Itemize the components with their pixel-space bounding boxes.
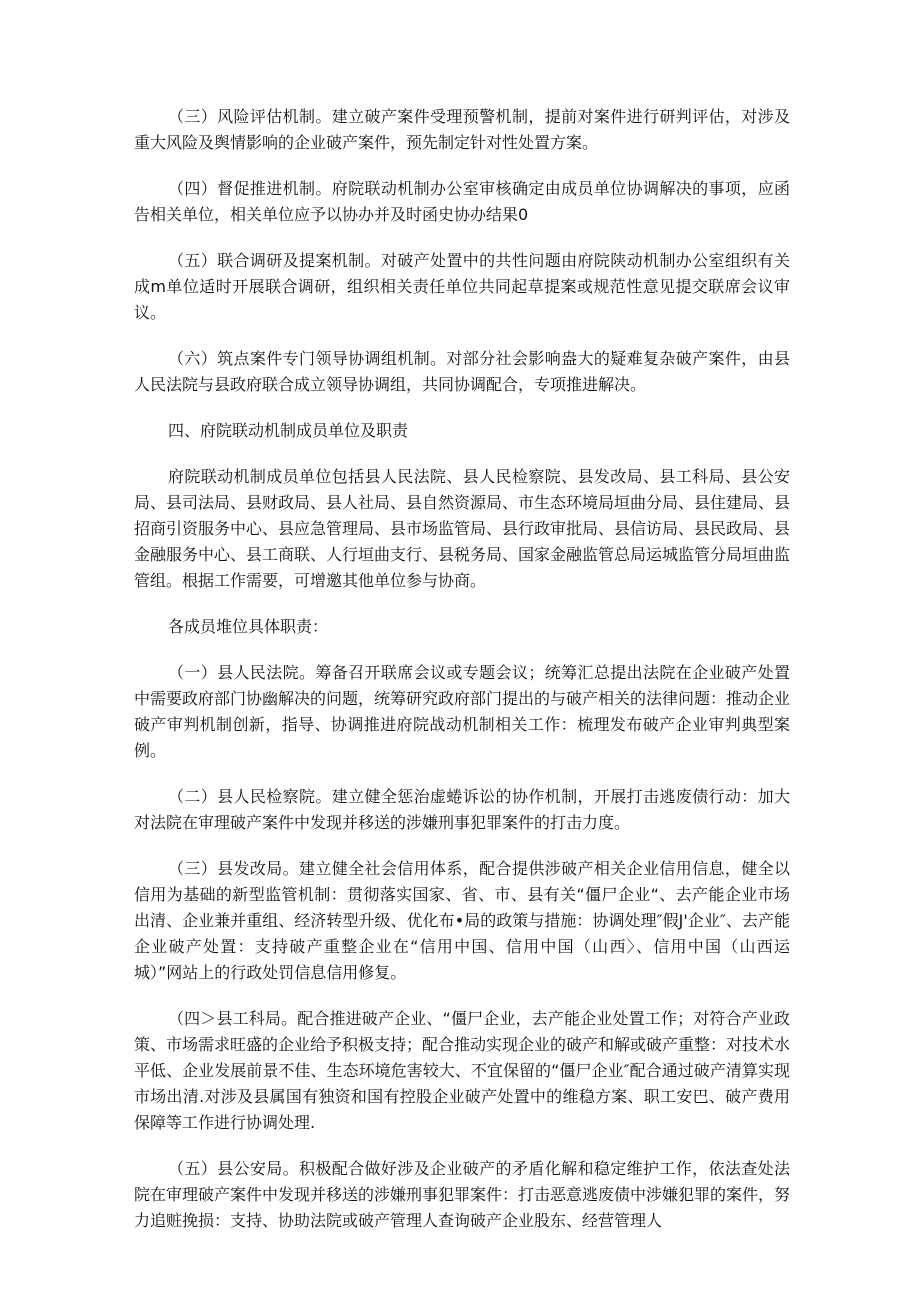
paragraph-risk-assessment: （三）风险评估机制。建立破产案件受理预警机制，提前对案件进行研判评估，对涉及重大风险及舆情影响的企业破产案件，预先制定针对性处置方案。 [134, 107, 790, 152]
paragraph-development-reform: （三）县发改局。建立健全社会信用体系，配合提供涉破产相关企业信用信息，健全以信用为基础的新型监管机制：贯彻落实国家、省、市、县有关“僵尸企业“、去产能企业市场出清、企业兼并重组、经济转型升级、优化布•局的政策与措施：协调处理″假J'企业″、去产能企业破产处置：支持破产重整企业在“信用中国、信用中国（山西〉、信用中国（山西运城）”网站上的行政处罚信息信用修复。 [134, 859, 790, 982]
document-body [134, 104, 790, 1254]
paragraph-key-case-group: （六）筑点案件专门领导协调组机制。对部分社会影响盎大的疑难复杂破产案件，由县人民法院与县政府联合成立领导协调组，共同协调配合，专项推进解决。 [134, 349, 790, 394]
paragraph-member-units: 府院联动机制成员单位包括县人民法院、县人民检察院、县发改局、县工科局、县公安局、县司法局、县财政局、县人社局、县自然资源局、市生态环境局垣曲分局、县住建局、县招商引资服务中心、县应急管理局、县市场监管局、县行政审批局、县信访局、县民政局、县金融服务中心、县工商联、人行垣曲支行、县税务局、国家金融监管总局运城监管分局垣曲监管组。根据工作需要，可增邀其他单位参与协商。 [134, 467, 791, 590]
paragraph-duties-intro: 各成员堆位具体职责： [168, 617, 329, 636]
paragraph-industry-tech: （四＞县工科局。配合推进破产企业、“僵尸企业，去产能企业处置工作；对符合产业政策、市场需求旺盛的企业给予积极支持；配合推动实现企业的破产和解或破产重整：对技术水平低、企业发展前景不佳、生态环境危害较大、不宜保留的“僵尸企业″配合通过破产清算实现市场出清.对涉及县属国有独资和国有控股企业破产处置中的维稳方案、职工安巴、破产费用保障等工作进行协调处理. [134, 1009, 791, 1132]
paragraph-joint-research: （五）联合调研及提案机制。对破产处置中的共性问题由府院陕动机制办公室组织有关成m单位适时开展联合调研，组织相关责任单位共同起草提案或规范性意见提交联席会议审议。 [134, 251, 790, 322]
paragraph-public-security: （五）县公安局。积极配合做好涉及企业破产的矛盾化解和稳定维护工作，依法查处法院在审理破产案件中发现并移送的涉嫌刑事犯罪案件：打击恶意逃废债中涉嫌犯罪的案件，努力追赃挽损：支持、协助法院或破产管理人查询破产企业股东、经营管理人 [134, 1159, 791, 1230]
paragraph-supervision: （四）督促推进机制。府院联动机制办公室审核确定由成员单位协调解决的事项，应函告相关单位，相关单位应予以协办并及时函史协办结果0 [134, 179, 790, 224]
paragraph-court: （一）县人民法院。筹备召开联席会议或专题会议；统筹汇总提出法院在企业破产处置中需要政府部门协幽解决的问题，统筹研究政府部门提出的与破产相关的法律问题：推动企业破产审判机制创新，指导、协调推进府院战动机制相关工作：梳理发布破产企业审判典型案例。 [134, 663, 791, 760]
section-heading-members: 四、府院联动机制成员单位及职责 [168, 421, 409, 440]
paragraph-procuratorate: （二）县人民检察院。建立健全惩治虚蜷诉讼的协作机制，开展打击逃废债行动：加大对法院在审理破产案件中发现并移送的涉嫌刑事犯罪案件的打击力度。 [134, 787, 790, 832]
